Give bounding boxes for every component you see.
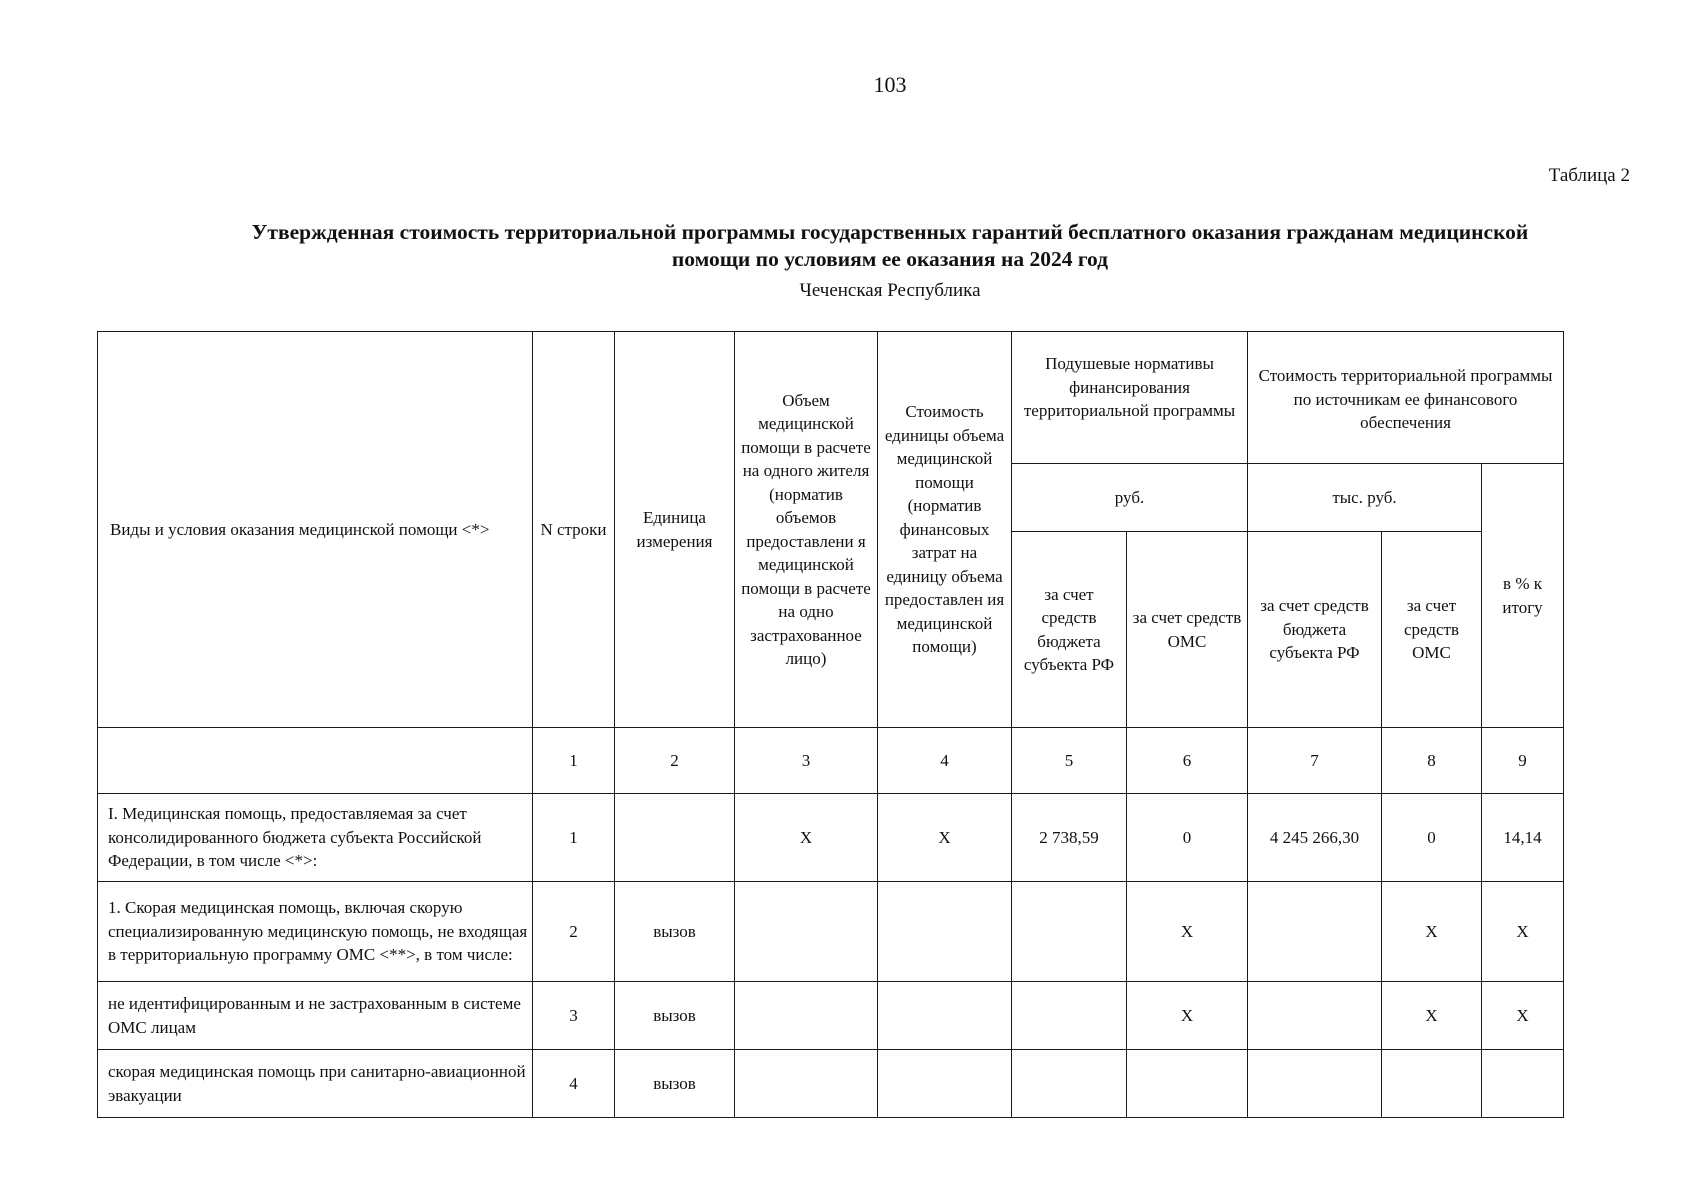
column-number: 9 bbox=[1482, 728, 1564, 794]
row-col-8: X bbox=[1382, 982, 1482, 1050]
table-label: Таблица 2 bbox=[1548, 165, 1630, 186]
header-row-1 bbox=[98, 332, 1564, 464]
header-col-8: за счет средств ОМС bbox=[1382, 532, 1482, 728]
row-number: 3 bbox=[533, 982, 615, 1050]
row-unit: вызов bbox=[615, 982, 735, 1050]
column-number: 8 bbox=[1382, 728, 1482, 794]
row-col-9: X bbox=[1482, 882, 1564, 982]
page-number: 103 bbox=[873, 72, 907, 97]
table-row bbox=[98, 1050, 1564, 1118]
row-col-6: X bbox=[1127, 982, 1248, 1050]
row-col-7 bbox=[1248, 882, 1382, 982]
column-number: 4 bbox=[878, 728, 1012, 794]
row-col-5 bbox=[1012, 1050, 1127, 1118]
column-number: 2 bbox=[615, 728, 735, 794]
column-number bbox=[98, 728, 533, 794]
row-col-9: 14,14 bbox=[1482, 794, 1564, 882]
header-group-cost: Стоимость территориальной программы по источникам ее финансового обеспечения bbox=[1248, 332, 1564, 464]
row-volume bbox=[735, 982, 878, 1050]
header-kind: Виды и условия оказания медицинской помощи <*> bbox=[98, 332, 533, 728]
column-number: 1 bbox=[533, 728, 615, 794]
row-number: 4 bbox=[533, 1050, 615, 1118]
row-number: 2 bbox=[533, 882, 615, 982]
column-number: 3 bbox=[735, 728, 878, 794]
row-unit: вызов bbox=[615, 1050, 735, 1118]
table-row bbox=[98, 882, 1564, 982]
header-unit-rub: руб. bbox=[1012, 464, 1248, 532]
row-col-7: 4 245 266,30 bbox=[1248, 794, 1382, 882]
row-col-6 bbox=[1127, 1050, 1248, 1118]
row-col-7 bbox=[1248, 1050, 1382, 1118]
row-unit-cost bbox=[878, 982, 1012, 1050]
row-unit bbox=[615, 794, 735, 882]
row-col-9 bbox=[1482, 1050, 1564, 1118]
row-volume bbox=[735, 1050, 878, 1118]
table-row bbox=[98, 794, 1564, 882]
title-line-2: помощи по условиям ее оказания на 2024 год bbox=[671, 247, 1109, 271]
table-row bbox=[98, 982, 1564, 1050]
header-row-number: N строки bbox=[533, 332, 615, 728]
row-col-8 bbox=[1382, 1050, 1482, 1118]
row-unit-cost bbox=[878, 882, 1012, 982]
header-volume: Объем медицинской помощи в расчете на одного жителя (норматив объемов предоставлени я медицинской помощи в расчете на одно застрахованное лицо) bbox=[735, 332, 878, 728]
row-col-9: X bbox=[1482, 982, 1564, 1050]
row-number: 1 bbox=[533, 794, 615, 882]
row-col-6: X bbox=[1127, 882, 1248, 982]
header-group-per-capita: Подушевые нормативы финансирования территориальной программы bbox=[1012, 332, 1248, 464]
row-col-8: 0 bbox=[1382, 794, 1482, 882]
row-kind: не идентифицированным и не застрахованным в системе ОМС лицам bbox=[98, 982, 533, 1050]
header-unit-cost: Стоимость единицы объема медицинской помощи (норматив финансовых затрат на единицу объема предоставлен ия медицинской помощи) bbox=[878, 332, 1012, 728]
row-col-5 bbox=[1012, 982, 1127, 1050]
row-volume: X bbox=[735, 794, 878, 882]
header-col-9: в % к итогу bbox=[1482, 464, 1564, 728]
row-col-8: X bbox=[1382, 882, 1482, 982]
header-col-6: за счет средств ОМС bbox=[1127, 532, 1248, 728]
column-number: 6 bbox=[1127, 728, 1248, 794]
row-kind: 1. Скорая медицинская помощь, включая скорую специализированную медицинскую помощь, не входящая в территориальную программу ОМС <**>, в том числе: bbox=[98, 882, 533, 982]
cost-table bbox=[97, 331, 1564, 1118]
column-number: 5 bbox=[1012, 728, 1127, 794]
document-title bbox=[110, 219, 1670, 273]
row-volume bbox=[735, 882, 878, 982]
row-unit: вызов bbox=[615, 882, 735, 982]
row-col-6: 0 bbox=[1127, 794, 1248, 882]
column-number: 7 bbox=[1248, 728, 1382, 794]
column-number-row bbox=[98, 728, 1564, 794]
row-col-5 bbox=[1012, 882, 1127, 982]
header-col-7: за счет средств бюджета субъекта РФ bbox=[1248, 532, 1382, 728]
row-col-7 bbox=[1248, 982, 1382, 1050]
header-col-5: за счет средств бюджета субъекта РФ bbox=[1012, 532, 1127, 728]
header-unit-thous-rub: тыс. руб. bbox=[1248, 464, 1482, 532]
row-kind: I. Медицинская помощь, предоставляемая за счет консолидированного бюджета субъекта Российской Федерации, в том числе <*>: bbox=[98, 794, 533, 882]
title-line-1: Утвержденная стоимость территориальной программы государственных гарантий бесплатного оказания гражданам медицинской bbox=[251, 220, 1529, 244]
row-kind: скорая медицинская помощь при санитарно-авиационной эвакуации bbox=[98, 1050, 533, 1118]
document-subtitle: Чеченская Республика bbox=[799, 280, 981, 301]
row-unit-cost: X bbox=[878, 794, 1012, 882]
row-col-5: 2 738,59 bbox=[1012, 794, 1127, 882]
row-unit-cost bbox=[878, 1050, 1012, 1118]
header-unit: Единица измерения bbox=[615, 332, 735, 728]
